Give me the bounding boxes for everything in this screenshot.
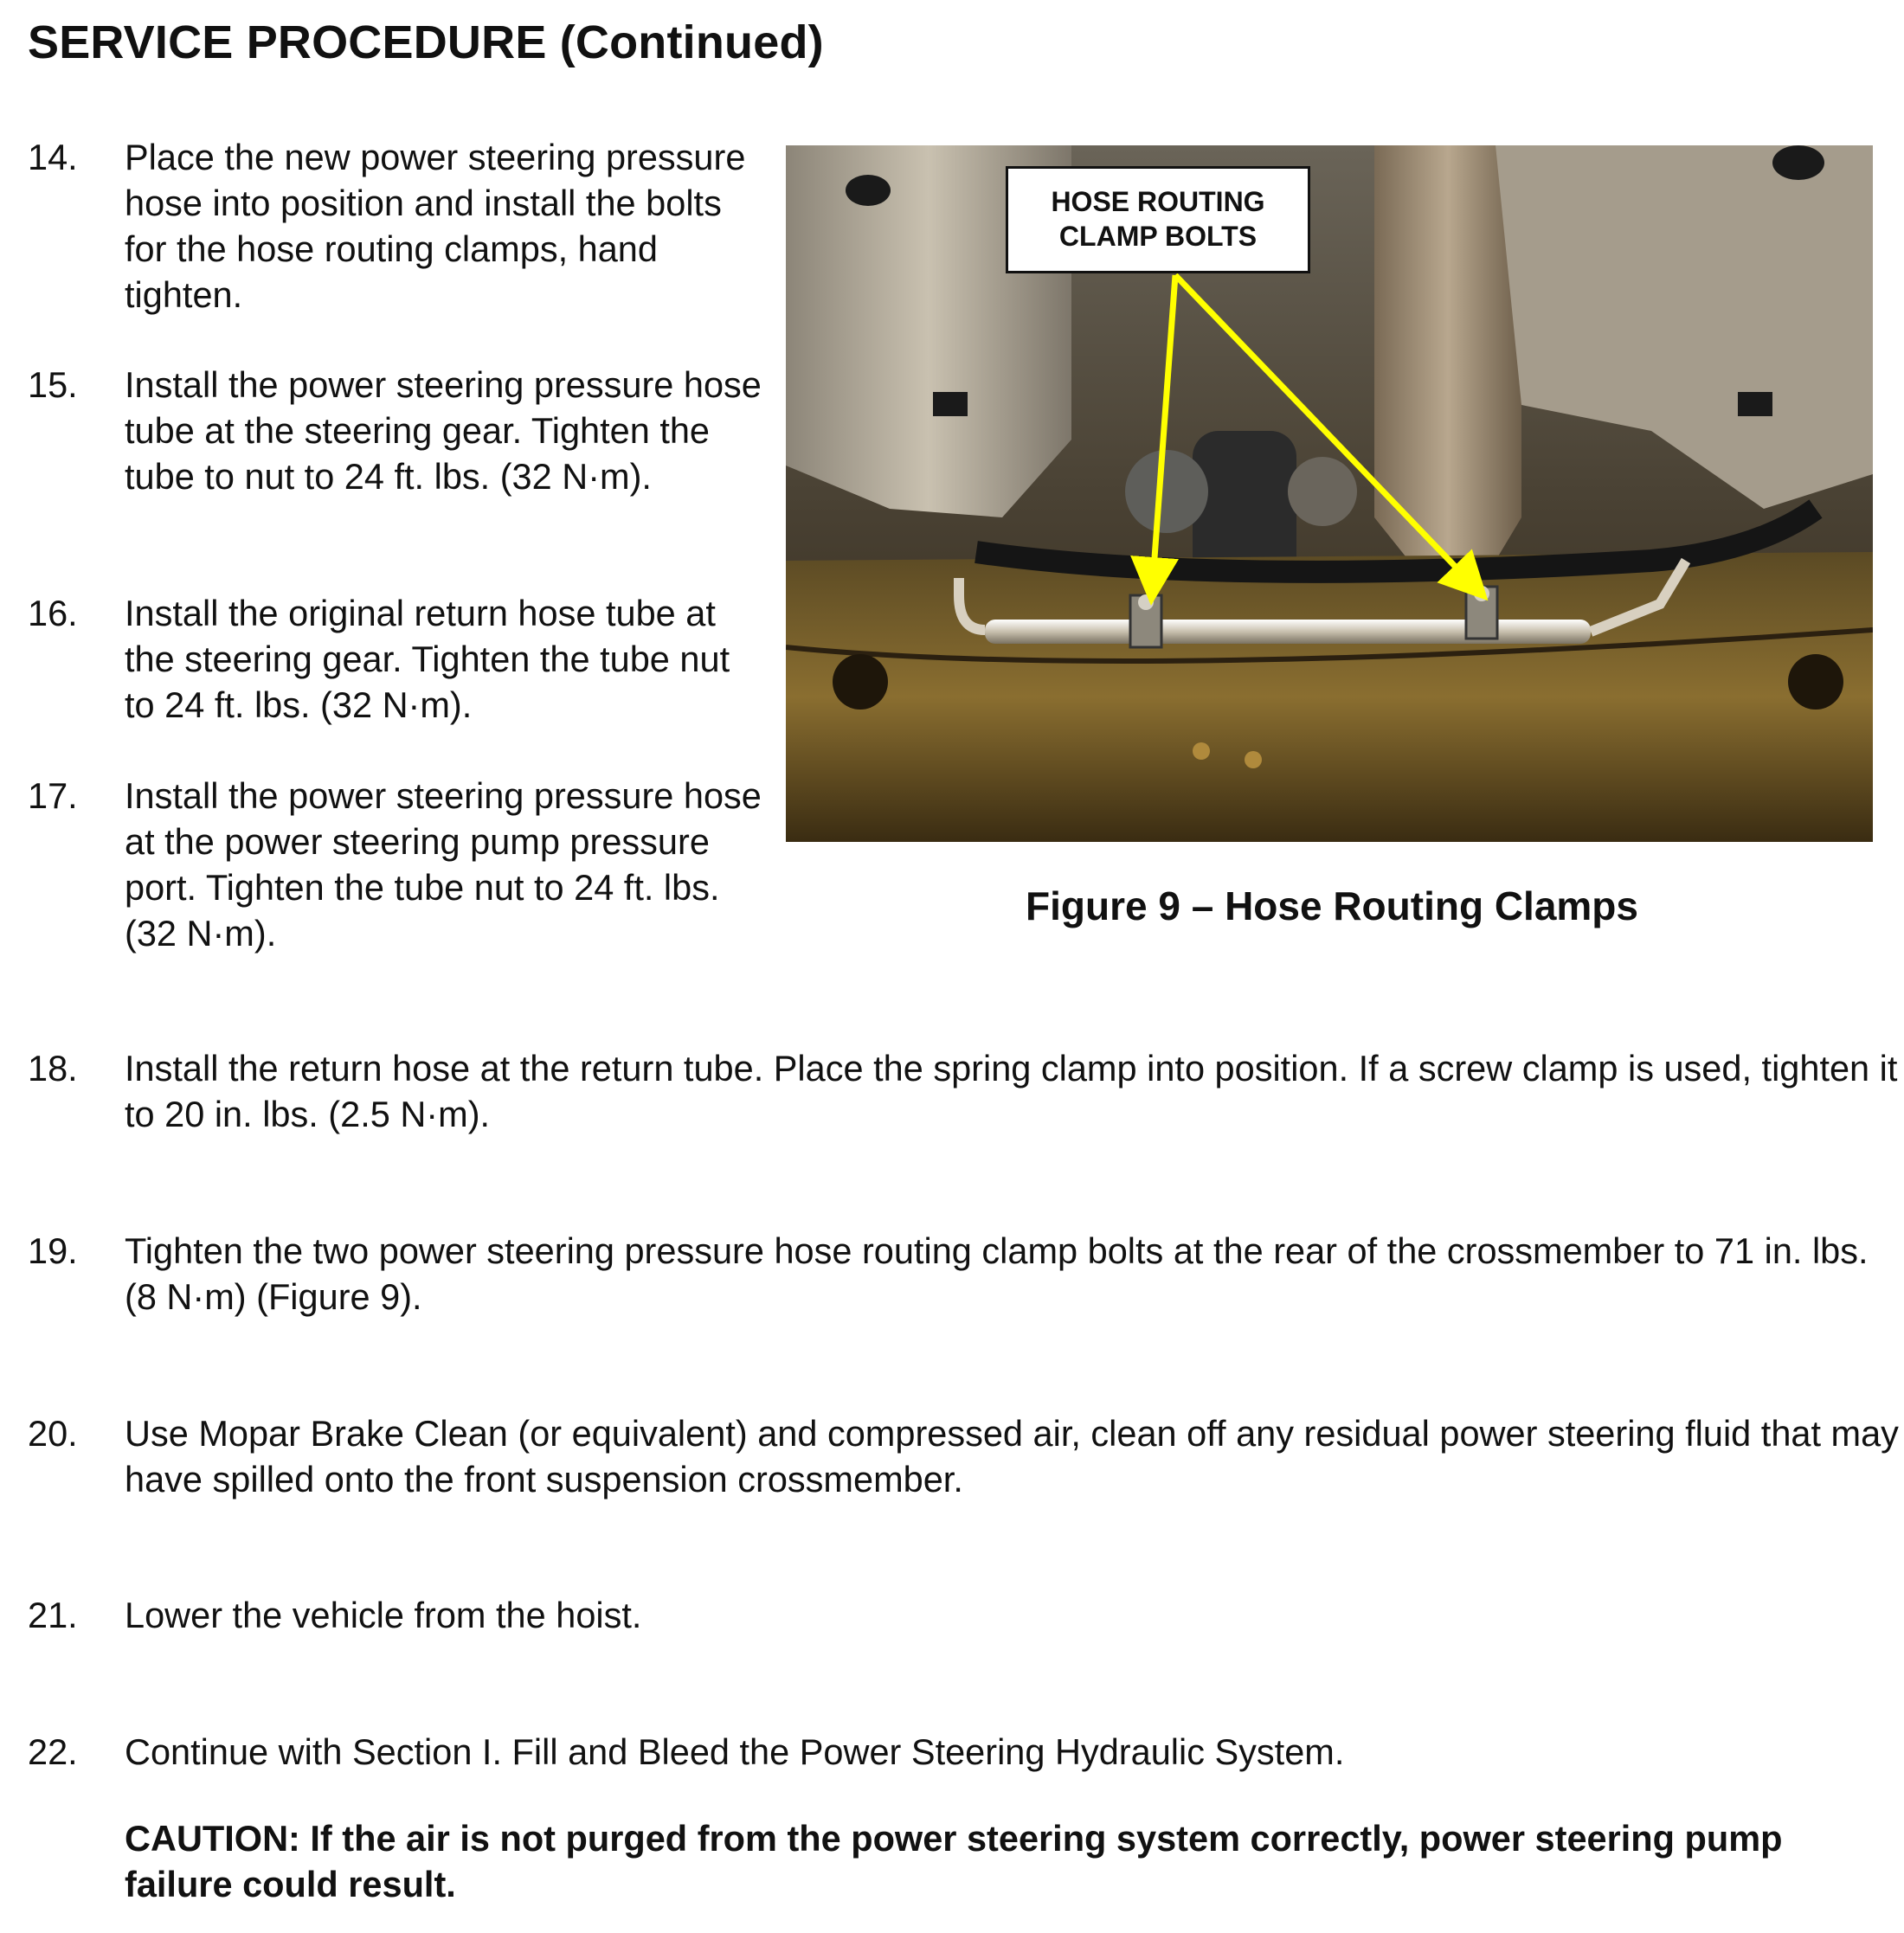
step-text: Tighten the two power steering pressure hose routing clamp bolts at the rear of the crossmember to 71 in. lbs. (8 N·m) (Figure 9). xyxy=(125,1230,1869,1317)
undercarriage-photo xyxy=(786,145,1873,842)
step-number: 22. xyxy=(28,1731,78,1772)
step-text: Use Mopar Brake Clean (or equivalent) and compressed air, clean off any residual power steering fluid that may have spilled onto the front suspension crossmember. xyxy=(125,1413,1899,1500)
step-text: Install the return hose at the return tube. Place the spring clamp into position. If a screw clamp is used, tighten it to 20 in. lbs. (2.5 N·m). xyxy=(125,1048,1898,1134)
step-number: 18. xyxy=(28,1048,78,1089)
step-number: 20. xyxy=(28,1413,78,1454)
step-text: Install the power steering pressure hose at the power steering pump pressure port. Tighten the tube nut to 24 ft. lbs. (32 N·m). xyxy=(125,775,762,954)
caution-note: CAUTION: If the air is not purged from the power steering system correctly, power steering pump failure could result. xyxy=(125,1818,1783,1904)
step-number: 19. xyxy=(28,1230,78,1271)
step-text: Install the original return hose tube at the steering gear. Tighten the tube nut to 24 ft. lbs. (32 N·m). xyxy=(125,593,730,725)
step-text: Continue with Section I. Fill and Bleed the Power Steering Hydraulic System. xyxy=(125,1731,1345,1772)
step-number: 21. xyxy=(28,1595,78,1635)
figure-callout-box xyxy=(1006,166,1310,273)
step-text: Place the new power steering pressure hose into position and install the bolts for the hose routing clamps, hand tighten. xyxy=(125,137,746,315)
callout-line-1: HOSE ROUTING xyxy=(1051,186,1265,217)
step-number: 15. xyxy=(28,364,78,405)
step-number: 17. xyxy=(28,775,78,816)
step-number: 14. xyxy=(28,137,78,177)
step-number: 16. xyxy=(28,593,78,633)
figure-photo xyxy=(786,145,1873,842)
page-title: SERVICE PROCEDURE (Continued) xyxy=(28,16,824,68)
step-text: Install the power steering pressure hose tube at the steering gear. Tighten the tube to nut to 24 ft. lbs. (32 N·m). xyxy=(125,364,762,497)
figure-caption: Figure 9 – Hose Routing Clamps xyxy=(1026,883,1638,928)
step-text: Lower the vehicle from the hoist. xyxy=(125,1595,642,1635)
callout-line-2: CLAMP BOLTS xyxy=(1058,221,1258,252)
